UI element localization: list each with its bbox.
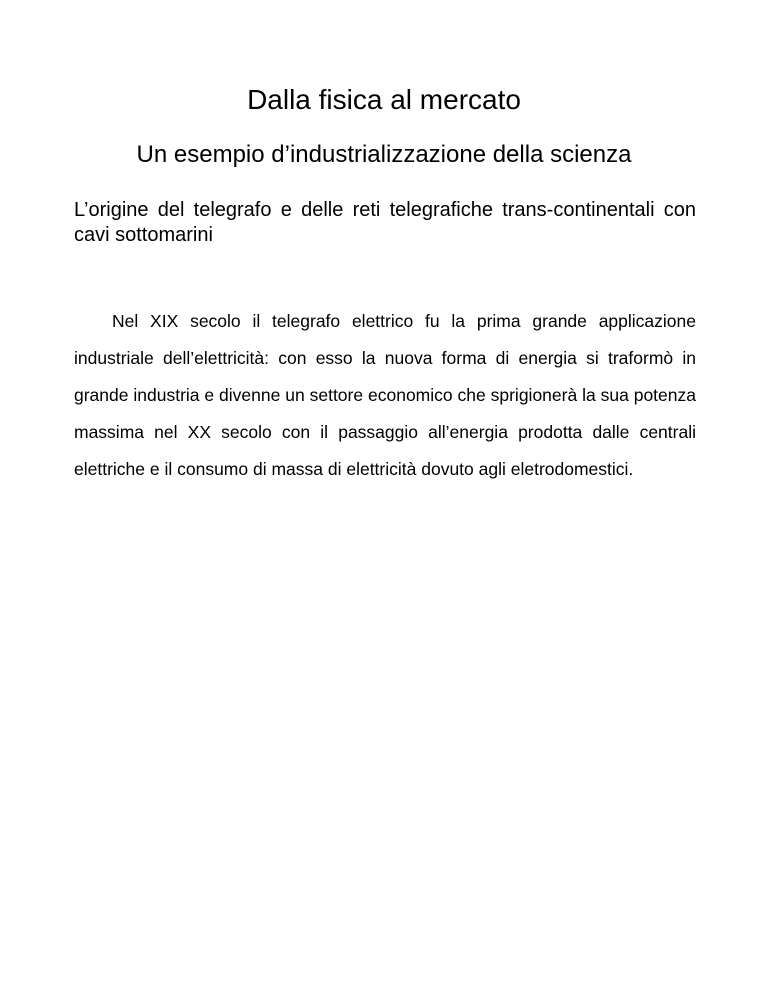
body-paragraph: Nel XIX secolo il telegrafo elettrico fu la prima grande applicazione industriale dell’elettricità: con esso la nuova forma di energia si traformò in grande industria e divenne un settore economico che sprigionerà la sua potenza massima nel XX secolo con il passaggio all’energia prodotta dalle centrali elettriche e il consumo di massa di elettricità dovuto agli eletrodomestici. — [74, 311, 696, 479]
document-subtitle: Un esempio d’industrializzazione della scienza — [136, 141, 632, 168]
section-heading: L’origine del telegrafo e delle reti telegrafiche trans-continentali con cavi sottomarini — [74, 199, 696, 246]
document-title: Dalla fisica al mercato — [247, 84, 521, 115]
